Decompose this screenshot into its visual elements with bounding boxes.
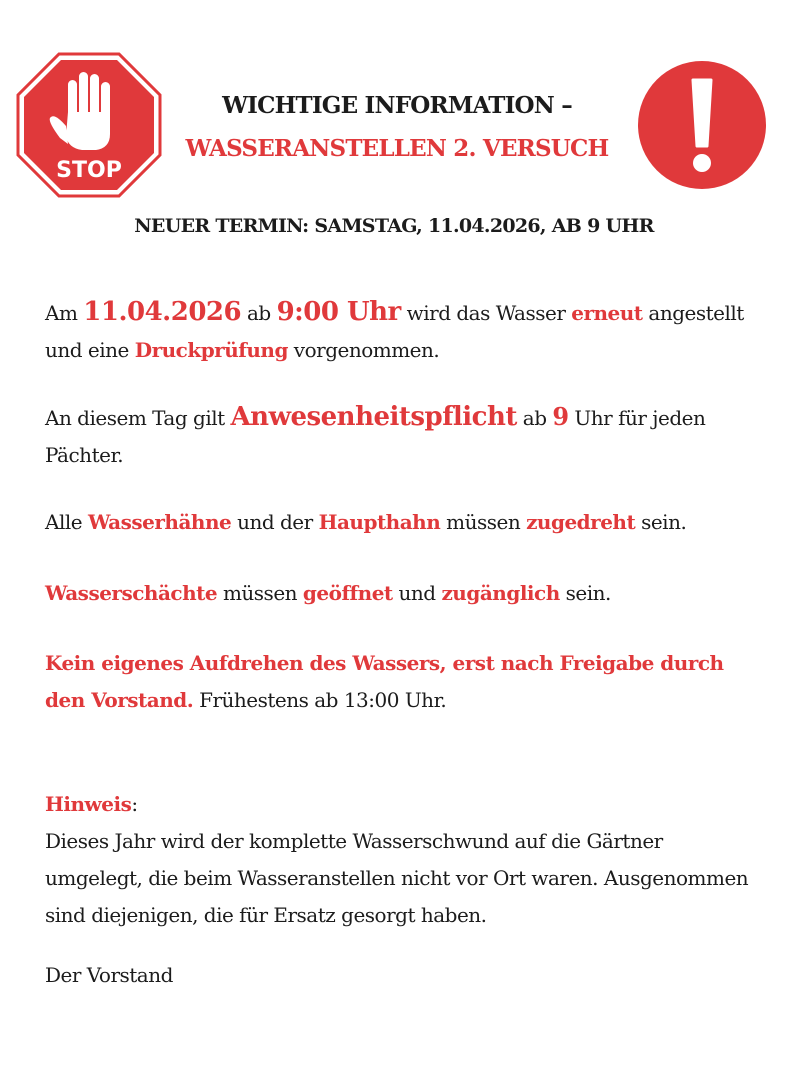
title-line-2: WASSERANSTELLEN 2. VERSUCH [185, 135, 609, 162]
exclamation-icon [637, 60, 767, 190]
date-highlight: 11.04.2026 [83, 297, 242, 327]
paragraph-shafts: Wasserschächte müssen geöffnet und zugänglich sein. [45, 581, 611, 605]
stop-hand-icon [16, 52, 162, 198]
time-highlight: 9:00 Uhr [276, 297, 401, 327]
paragraph-date: Am 11.04.2026 ab 9:00 Uhr wird das Wasser erneut angestellt und eine Druckprüfung vorgenommen. [45, 297, 744, 362]
note-section: Hinweis: Dieses Jahr wird der komplette Wasserschwund auf die Gärtner umgelegt, die beim Wasseranstellen nicht vor Ort waren. Ausgenommen sind diejenigen, die für Ersatz gesorgt haben. [45, 792, 749, 927]
note-label: Hinweis [45, 792, 132, 816]
paragraph-attendance: An diesem Tag gilt Anwesenheitspflicht ab 9 Uhr für jeden Pächter. [45, 402, 706, 467]
new-date-heading: NEUER TERMIN: SAMSTAG, 11.04.2026, AB 9 UHR [134, 215, 654, 237]
signature: Der Vorstand [45, 963, 173, 987]
paragraph-taps: Alle Wasserhähne und der Haupthahn müssen zugedreht sein. [45, 510, 687, 534]
note-text: Dieses Jahr wird der komplette Wasserschwund auf die Gärtner umgelegt, die beim Wasseranstellen nicht vor Ort waren. Ausgenommen sind diejenigen, die für Ersatz gesorgt haben. [45, 829, 749, 927]
stop-label: STOP [56, 158, 122, 183]
title-line-1: WICHTIGE INFORMATION – [222, 92, 572, 119]
release-warning: Kein eigenes Aufdrehen des Wassers, erst nach Freigabe durch den Vorstand. [45, 651, 724, 712]
paragraph-release: Kein eigenes Aufdrehen des Wassers, erst nach Freigabe durch den Vorstand. Frühestens ab 13:00 Uhr. [45, 651, 724, 712]
attendance-highlight: Anwesenheitspflicht [230, 402, 517, 432]
